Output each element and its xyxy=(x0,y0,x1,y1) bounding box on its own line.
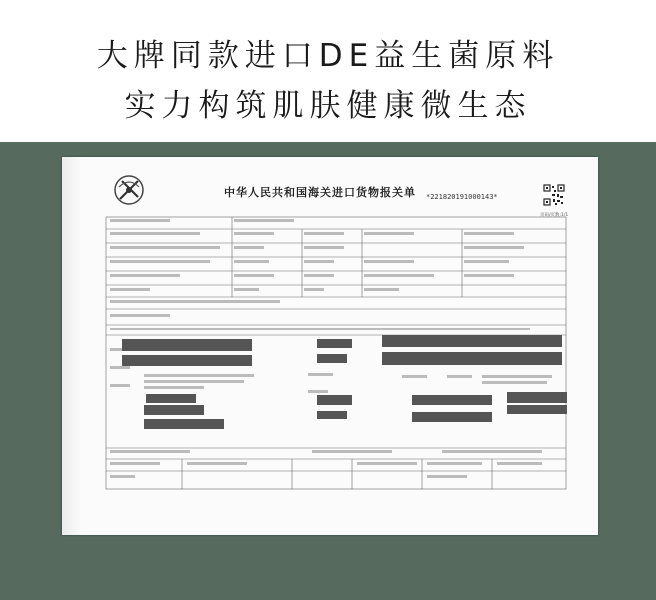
redaction-bar xyxy=(382,335,562,347)
redaction-bar xyxy=(317,411,347,419)
redaction-bar xyxy=(317,395,352,405)
customs-declaration-scan xyxy=(62,157,598,535)
redaction-bar xyxy=(412,395,492,405)
redaction-bar xyxy=(317,354,347,363)
page-label: 页码/页数:1/1 xyxy=(540,213,569,218)
redaction-bar xyxy=(317,339,352,348)
redaction-bar xyxy=(144,419,224,429)
redaction-bar xyxy=(382,352,562,365)
redaction-bar xyxy=(146,394,196,403)
redaction-bar xyxy=(122,355,252,366)
promo-header xyxy=(0,0,656,142)
redaction-bar xyxy=(144,405,204,415)
form-title: 中华人民共和国海关进口货物报关单 xyxy=(224,186,416,199)
redaction-bar xyxy=(412,412,492,422)
headline-line-2: 实力构筑肌肤健康微生态 xyxy=(124,88,532,124)
redaction-bar xyxy=(507,405,567,414)
redaction-bar xyxy=(507,392,567,403)
headline-line-1: 大牌同款进口DE益生菌原料 xyxy=(96,38,560,74)
serial-code: *221820191000143* xyxy=(426,193,498,201)
redaction-bar xyxy=(122,339,252,351)
